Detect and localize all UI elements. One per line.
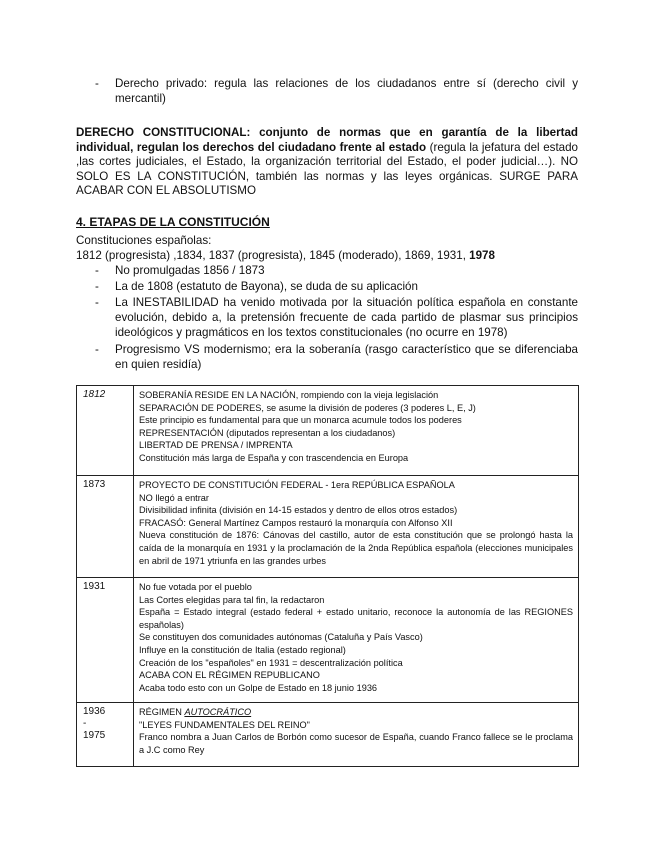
- row-line: Las Cortes elegidas para tal fin, la redactaron: [139, 594, 325, 605]
- content-cell: [134, 703, 579, 767]
- row-line: Acaba todo esto con un Golpe de Estado en 18 junio 1936: [139, 682, 378, 693]
- bullet-text: Derecho privado: regula las relaciones de los ciudadanos entre sí (derecho civil y mercantil): [115, 77, 578, 105]
- bullet-dash: -: [95, 264, 99, 277]
- content-cell: [134, 476, 579, 578]
- table-row: [77, 386, 579, 476]
- bullet-dash: -: [95, 280, 99, 293]
- row-line: REPRESENTACIÓN (diputados representan a los ciudadanos): [139, 427, 396, 438]
- bullet-item: [95, 295, 579, 341]
- year-cell: [77, 476, 134, 578]
- table-row: [77, 703, 579, 767]
- year-separator: -: [83, 718, 87, 729]
- years-text: 1812 (progresista) ,1834, 1837 (progresista), 1845 (moderado), 1869, 1931,: [76, 249, 470, 262]
- bullet-dash: -: [95, 343, 99, 356]
- row-line: SOBERANÍA RESIDE EN LA NACIÓN, rompiendo con la vieja legislación: [139, 390, 439, 400]
- year-cell: [77, 386, 134, 476]
- row-line: No fue votada por el pueblo: [139, 582, 252, 592]
- content-cell: [134, 386, 579, 476]
- derecho-constitucional-paragraph: [76, 126, 578, 199]
- row-line: Este principio es fundamental para que un monarca acumule todos los poderes: [139, 415, 462, 426]
- row-line: Divisibilidad infinita (división en 14-15 estados y dentro de ellos otros estados): [139, 505, 458, 516]
- year-1931: 1931: [83, 581, 106, 592]
- year-1873: 1873: [83, 479, 106, 490]
- table-row: [77, 578, 579, 703]
- bullet-item: [95, 342, 579, 373]
- section-heading: 4. ETAPAS DE LA CONSTITUCIÓN: [76, 215, 270, 229]
- row-line: España = Estado integral (estado federal + estado unitario, reconoce la autonomía de las REGIONES españolas): [139, 607, 573, 630]
- row-line: Nueva constitución de 1876: Cánovas del castillo, autor de esta constitución que se prolongó hasta la caída de la monarquía en 1931 y la proclamación de la 2nda República española (elecciones municipales en abril de 1971 ytriunfa en las grandes urbes: [139, 530, 573, 566]
- constitution-table: [76, 385, 579, 767]
- row-line: NO llegó a entrar: [139, 492, 209, 503]
- year-1975: 1975: [83, 730, 106, 741]
- year-cell: [77, 578, 134, 703]
- row-line: "LEYES FUNDAMENTALES DEL REINO": [139, 719, 310, 730]
- definition-rest: (regula la jefatura del estado ,las cortes judiciales, el Estado, la organización territorial del Estado, el poder judicial…). NO SOLO ES LA CONSTITUCIÓN, también las normas y las leyes orgánicas. SURGE PARA ACABAR CON EL ABSOLUTISMO: [76, 140, 579, 197]
- row-line: SEPARACIÓN DE PODERES, se asume la división de poderes (3 poderes L, E, J): [139, 402, 476, 413]
- year-1936: 1936: [83, 706, 106, 717]
- row-line: Constitución más larga de España y con trascendencia en Europa: [139, 452, 409, 463]
- table-row: [77, 476, 579, 578]
- bullet-dash: -: [95, 77, 99, 90]
- bullet-dash: -: [95, 296, 99, 309]
- row-line: Se constituyen dos comunidades autónomas (Cataluña y País Vasco): [139, 632, 423, 643]
- content-cell: [134, 578, 579, 703]
- row-line: PROYECTO DE CONSTITUCIÓN FEDERAL - 1era REPÚBLICA ESPAÑOLA: [139, 480, 455, 490]
- bullet-item: [95, 279, 579, 294]
- bullet-text: La de 1808 (estatuto de Bayona), se duda de su aplicación: [115, 280, 418, 293]
- year-cell: [77, 703, 134, 767]
- bullet-item: [95, 263, 579, 278]
- bullet-text: Progresismo VS modernismo; era la soberanía (rasgo característico que se diferenciaba en quien residía): [115, 343, 578, 371]
- subtitle: Constituciones españolas:: [76, 234, 212, 247]
- row-line: LIBERTAD DE PRENSA / IMPRENTA: [139, 440, 293, 451]
- bullet-derecho-privado: [95, 76, 579, 108]
- bullet-text: No promulgadas 1856 / 1873: [115, 264, 265, 277]
- regimen-label: RÉGIMEN: [139, 707, 185, 717]
- year-1812: 1812: [83, 389, 106, 400]
- row-line: Influye en la constitución de Italia (estado regional): [139, 644, 346, 655]
- years-line: [76, 248, 495, 263]
- regimen-line: [139, 706, 573, 719]
- row-line: Franco nombra a Juan Carlos de Borbón como sucesor de España, cuando Franco fallece se le proclama a J.C como Rey: [139, 732, 573, 755]
- row-line: FRACASÓ: General Martínez Campos restauró la monarquía con Alfonso XII: [139, 517, 453, 528]
- row-line: Creación de los "españoles" en 1931 = descentralización política: [139, 657, 403, 668]
- regimen-type: AUTOCRÁTICO: [184, 707, 252, 717]
- bullet-text: La INESTABILIDAD ha venido motivada por la situación política española en constante evolución, debido a, la pretensión frecuente de cada partido de plasmar sus principios ideológicos y pragmáticos en los textos constitucionales (no ocurre en 1978): [115, 296, 578, 339]
- years-bold: 1978: [469, 249, 495, 262]
- definition-bold: DERECHO CONSTITUCIONAL: conjunto de normas que en garantía de la libertad individual, regulan los derechos del ciudadano frente al estado: [76, 126, 578, 154]
- row-line: ACABA CON EL RÉGIMEN REPUBLICANO: [139, 670, 320, 681]
